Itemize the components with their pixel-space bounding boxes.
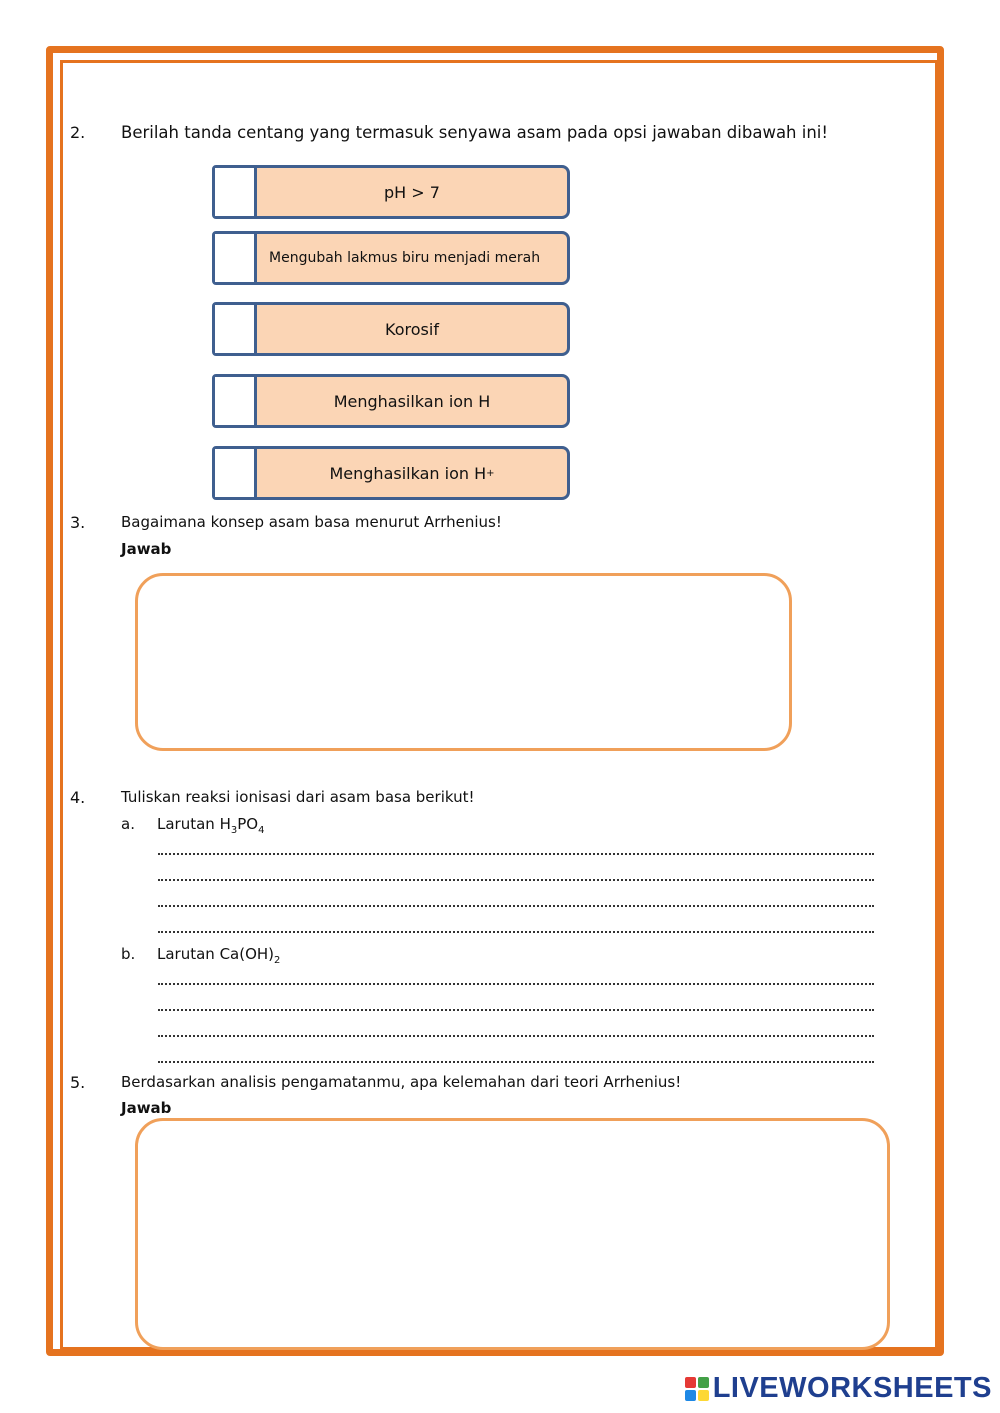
option-2: [212, 231, 570, 285]
option-2-label: Mengubah lakmus biru menjadi merah: [269, 250, 541, 266]
question-4b-label: [157, 945, 280, 966]
option-5-checkbox[interactable]: [215, 449, 257, 497]
question-4a-mid: PO: [237, 815, 259, 833]
question-4-number: 4.: [70, 788, 86, 807]
question-4a-letter: a.: [121, 815, 135, 833]
answer-line-4a-4[interactable]: [158, 931, 874, 933]
question-2-number: 2.: [70, 123, 86, 142]
option-4-checkbox[interactable]: [215, 377, 257, 425]
answer-line-4a-2[interactable]: [158, 879, 874, 881]
option-5-text: Menghasilkan ion H: [329, 463, 487, 483]
question-5-text: Berdasarkan analisis pengamatanmu, apa kelemahan dari teori Arrhenius!: [121, 1073, 682, 1091]
question-3-number: 3.: [70, 513, 86, 532]
answer-line-4a-1[interactable]: [158, 853, 874, 855]
question-4a-sub1: 3: [230, 825, 238, 836]
liveworksheets-logo: [685, 1372, 992, 1405]
question-4b-text: Larutan Ca(OH): [157, 945, 275, 963]
question-4b-sub1: 2: [274, 955, 281, 966]
question-4-text: Tuliskan reaksi ionisasi dari asam basa berikut!: [121, 788, 475, 806]
option-3-label: Korosif: [385, 319, 439, 339]
answer-line-4b-3[interactable]: [158, 1035, 874, 1037]
question-5-answer-label: Jawab: [121, 1099, 172, 1117]
option-1: [212, 165, 570, 219]
question-4b-letter: b.: [121, 945, 136, 963]
option-3: [212, 302, 570, 356]
option-3-checkbox[interactable]: [215, 305, 257, 353]
brand-name: LIVEWORKSHEETS: [712, 1372, 992, 1404]
question-3-answer-label: Jawab: [121, 540, 172, 558]
answer-line-4b-1[interactable]: [158, 983, 874, 985]
question-4a-label: [157, 815, 264, 836]
question-4a-text: Larutan H: [157, 815, 231, 833]
option-2-checkbox[interactable]: [215, 234, 257, 282]
option-4: [212, 374, 570, 428]
question-3-text: Bagaimana konsep asam basa menurut Arrhenius!: [121, 513, 502, 531]
answer-line-4b-2[interactable]: [158, 1009, 874, 1011]
question-5-number: 5.: [70, 1073, 86, 1092]
answer-line-4a-3[interactable]: [158, 905, 874, 907]
option-5-superscript: +: [486, 467, 495, 479]
option-5-label: [257, 449, 567, 497]
option-1-checkbox[interactable]: [215, 168, 257, 216]
option-1-label: pH > 7: [384, 182, 440, 202]
option-4-label: Menghasilkan ion H: [333, 391, 491, 411]
question-2-text: Berilah tanda centang yang termasuk senyawa asam pada opsi jawaban dibawah ini!: [121, 123, 829, 142]
option-5: [212, 446, 570, 500]
question-3-answer-box[interactable]: [135, 573, 792, 751]
question-5-answer-box[interactable]: [135, 1118, 890, 1350]
brand-logo-icon: [685, 1377, 709, 1401]
answer-line-4b-4[interactable]: [158, 1061, 874, 1063]
question-4a-sub2: 4: [258, 825, 265, 836]
